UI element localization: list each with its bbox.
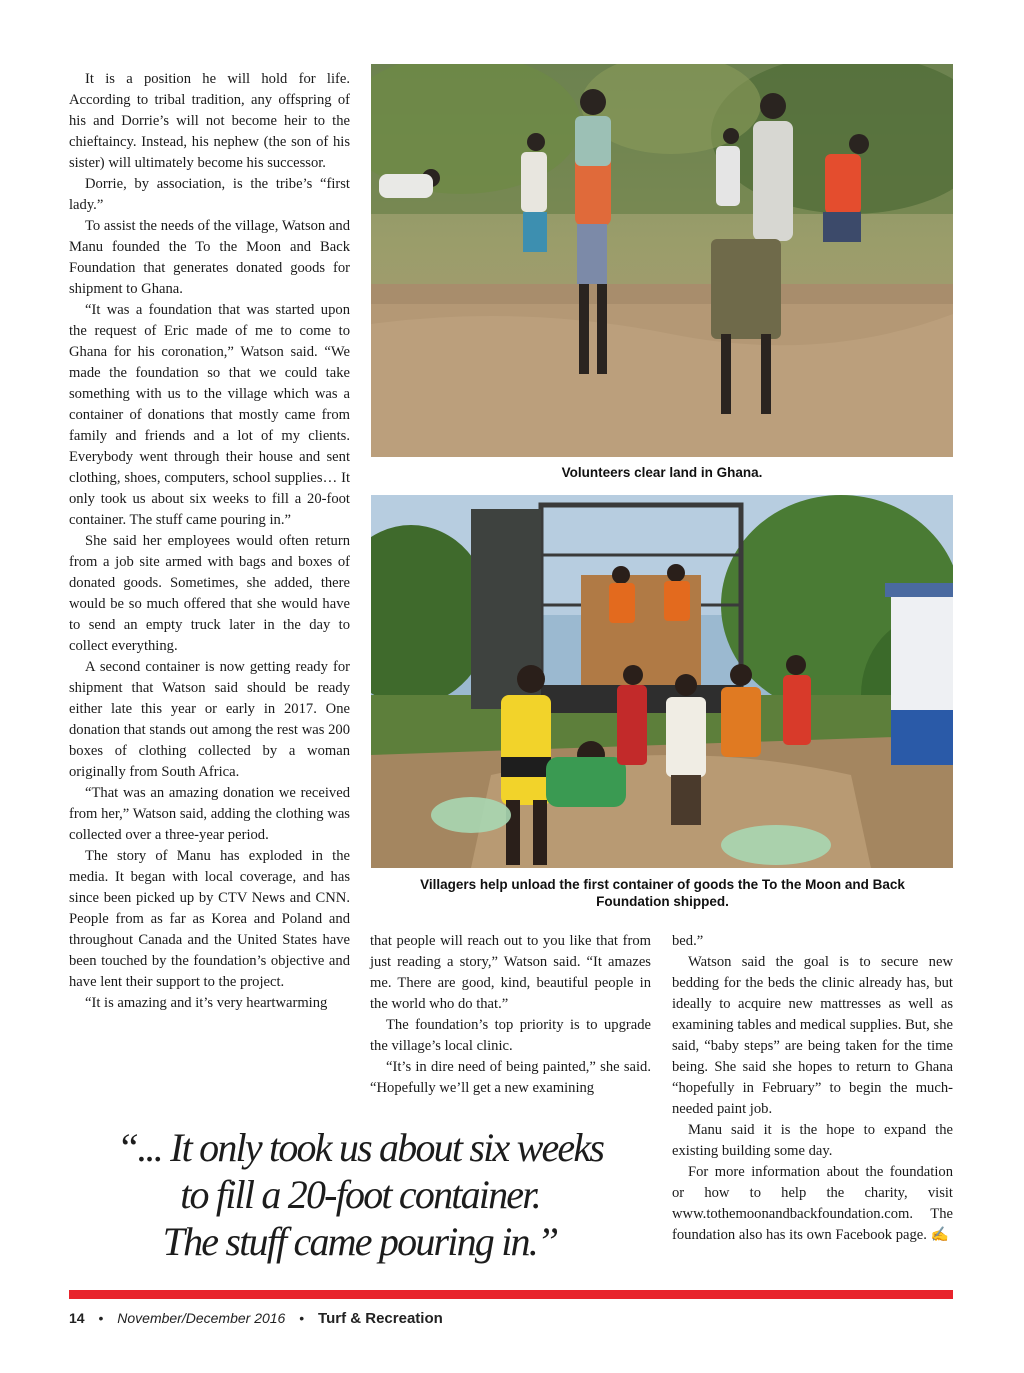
article-column-1 xyxy=(69,69,350,1014)
paragraph: To assist the needs of the village, Watson and Manu founded the To the Moon and Back Foundation that generates donated goods for shipment to Ghana. xyxy=(69,218,350,297)
paragraph: bed.” xyxy=(672,933,704,949)
paragraph: that people will reach out to you like that from just reading a story,” Watson said. “It amazes me. There are good, kind, beautiful people in the world who do that.” xyxy=(370,933,651,1012)
photo-caption: Volunteers clear land in Ghana. xyxy=(561,465,763,480)
pull-quote-line: to fill a 20-foot container. xyxy=(180,1172,540,1217)
page-number: 14 xyxy=(69,1310,85,1326)
pull-quote-line: “... It only took us about six weeks xyxy=(116,1125,604,1170)
paragraph: A second container is now getting ready for shipment that Watson said should be ready either late this year or early in 2017. One donation that stands out among the rest was 200 boxes of clothing collected by a woman originally from South Africa. xyxy=(69,659,350,780)
paragraph: She said her employees would often return from a job site armed with bags and boxes of donated goods. Sometimes, she added, there would be so much offered that she would have to send an empty truck later in the day to collect everything. xyxy=(69,533,350,654)
photo-caption: Villagers help unload the first container of goods the To the Moon and Back Foundation shipped. xyxy=(420,877,905,909)
paragraph: The foundation’s top priority is to upgrade the village’s local clinic. xyxy=(370,1017,651,1054)
paragraph: “It is amazing and it’s very heartwarming xyxy=(85,995,328,1011)
separator-dot: • xyxy=(299,1310,305,1326)
paragraph: Watson said the goal is to secure new bedding for the beds the clinic already has, but ideally to acquire new mattresses as well as examining tables and medical supplies. But, she said, “baby steps” are being taken for the time being. She said she hopes to return to Ghana “hopefully in February” to begin the much-needed paint job. xyxy=(672,954,953,1117)
page-footer xyxy=(69,1310,443,1327)
paragraph: It is a position he will hold for life. According to tribal tradition, any offspring of his and Dorrie’s will not become heir to the chieftaincy. Instead, his nephew (the son of his sister) will ultimately become his successor. xyxy=(69,71,350,171)
photo-volunteers-clearing-land xyxy=(371,64,953,457)
pull-quote-line: The stuff came pouring in.” xyxy=(162,1219,558,1264)
paragraph: Dorrie, by association, is the tribe’s “first lady.” xyxy=(69,176,350,213)
paragraph: The story of Manu has exploded in the media. It began with local coverage, and has since been picked up by CTV News and CNN. People from as far as Korea and Poland and throughout Canada and the United States have been touched by the foundation’s objective and have lent their support to the project. xyxy=(69,848,350,990)
footer-accent-bar xyxy=(69,1290,953,1299)
magazine-name: Turf & Recreation xyxy=(318,1310,443,1327)
article-column-2 xyxy=(370,931,651,1099)
paragraph: Manu said it is the hope to expand the existing building some day. xyxy=(672,1122,953,1159)
article-column-3 xyxy=(672,931,953,1246)
separator-dot: • xyxy=(98,1310,104,1326)
paragraph: “It was a foundation that was started upon the request of Eric made of me to come to Ghana for his coronation,” Watson said. “We made the foundation so that we could take something with us to the village which was a container of donations that mostly came from family and friends and a lot of my clients. Everybody went through their house and sent clothing, shoes, computers, school supplies… It only took us about six weeks to fill a 20-foot container. The stuff came pouring in.” xyxy=(69,302,350,528)
paragraph: For more information about the foundation or how to help the charity, visit www.tothemoonandbackfoundation.com. The foundation also has its own Facebook page. ✍ xyxy=(672,1164,953,1243)
photo-villagers-unloading-container xyxy=(371,495,953,868)
pull-quote xyxy=(68,1124,652,1265)
paragraph: “It’s in dire need of being painted,” she said. “Hopefully we’ll get a new examining xyxy=(370,1059,651,1096)
paragraph: “That was an amazing donation we received from her,” Watson said, adding the clothing was collected over a three-year period. xyxy=(69,785,350,843)
issue-date: November/December 2016 xyxy=(117,1310,286,1326)
